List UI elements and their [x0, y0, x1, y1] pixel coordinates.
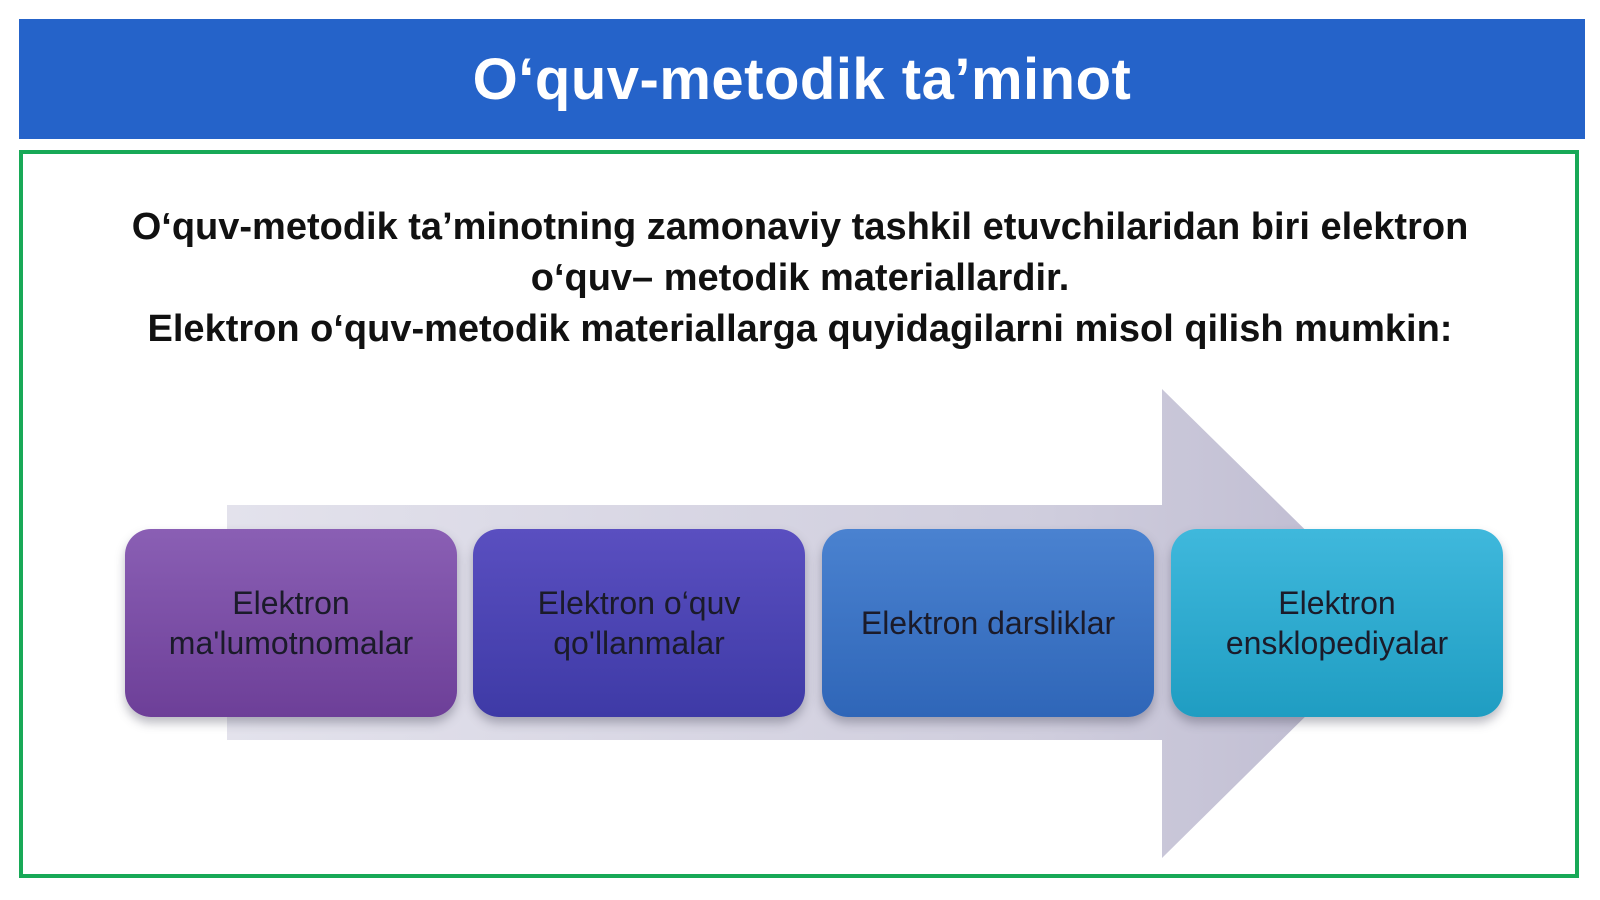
step-electronic-encyclopedias	[1171, 529, 1503, 717]
step-label: Elektron ma'lumotnomalar	[168, 585, 414, 661]
step-electronic-reference	[125, 529, 457, 717]
step-label: Elektron ensklopediyalar	[1225, 585, 1449, 661]
step-label: Elektron darsliklar	[860, 605, 1116, 641]
intro-line-3: Elektron o‘quv-metodik materiallarga quyidagilarni misol qilish mumkin:	[147, 308, 1453, 350]
intro-line-1: O‘quv-metodik ta’minotning zamonaviy tashkil etuvchilaridan biri elektron	[131, 206, 1469, 248]
intro-line-2: o‘quv– metodik materiallardir.	[530, 257, 1070, 299]
step-electronic-textbooks	[822, 529, 1154, 717]
page-title: O‘quv-metodik ta’minot	[472, 46, 1132, 112]
step-electronic-textbook-aids	[473, 529, 805, 717]
step-label: Elektron o‘quv qo'llanmalar	[537, 585, 741, 661]
